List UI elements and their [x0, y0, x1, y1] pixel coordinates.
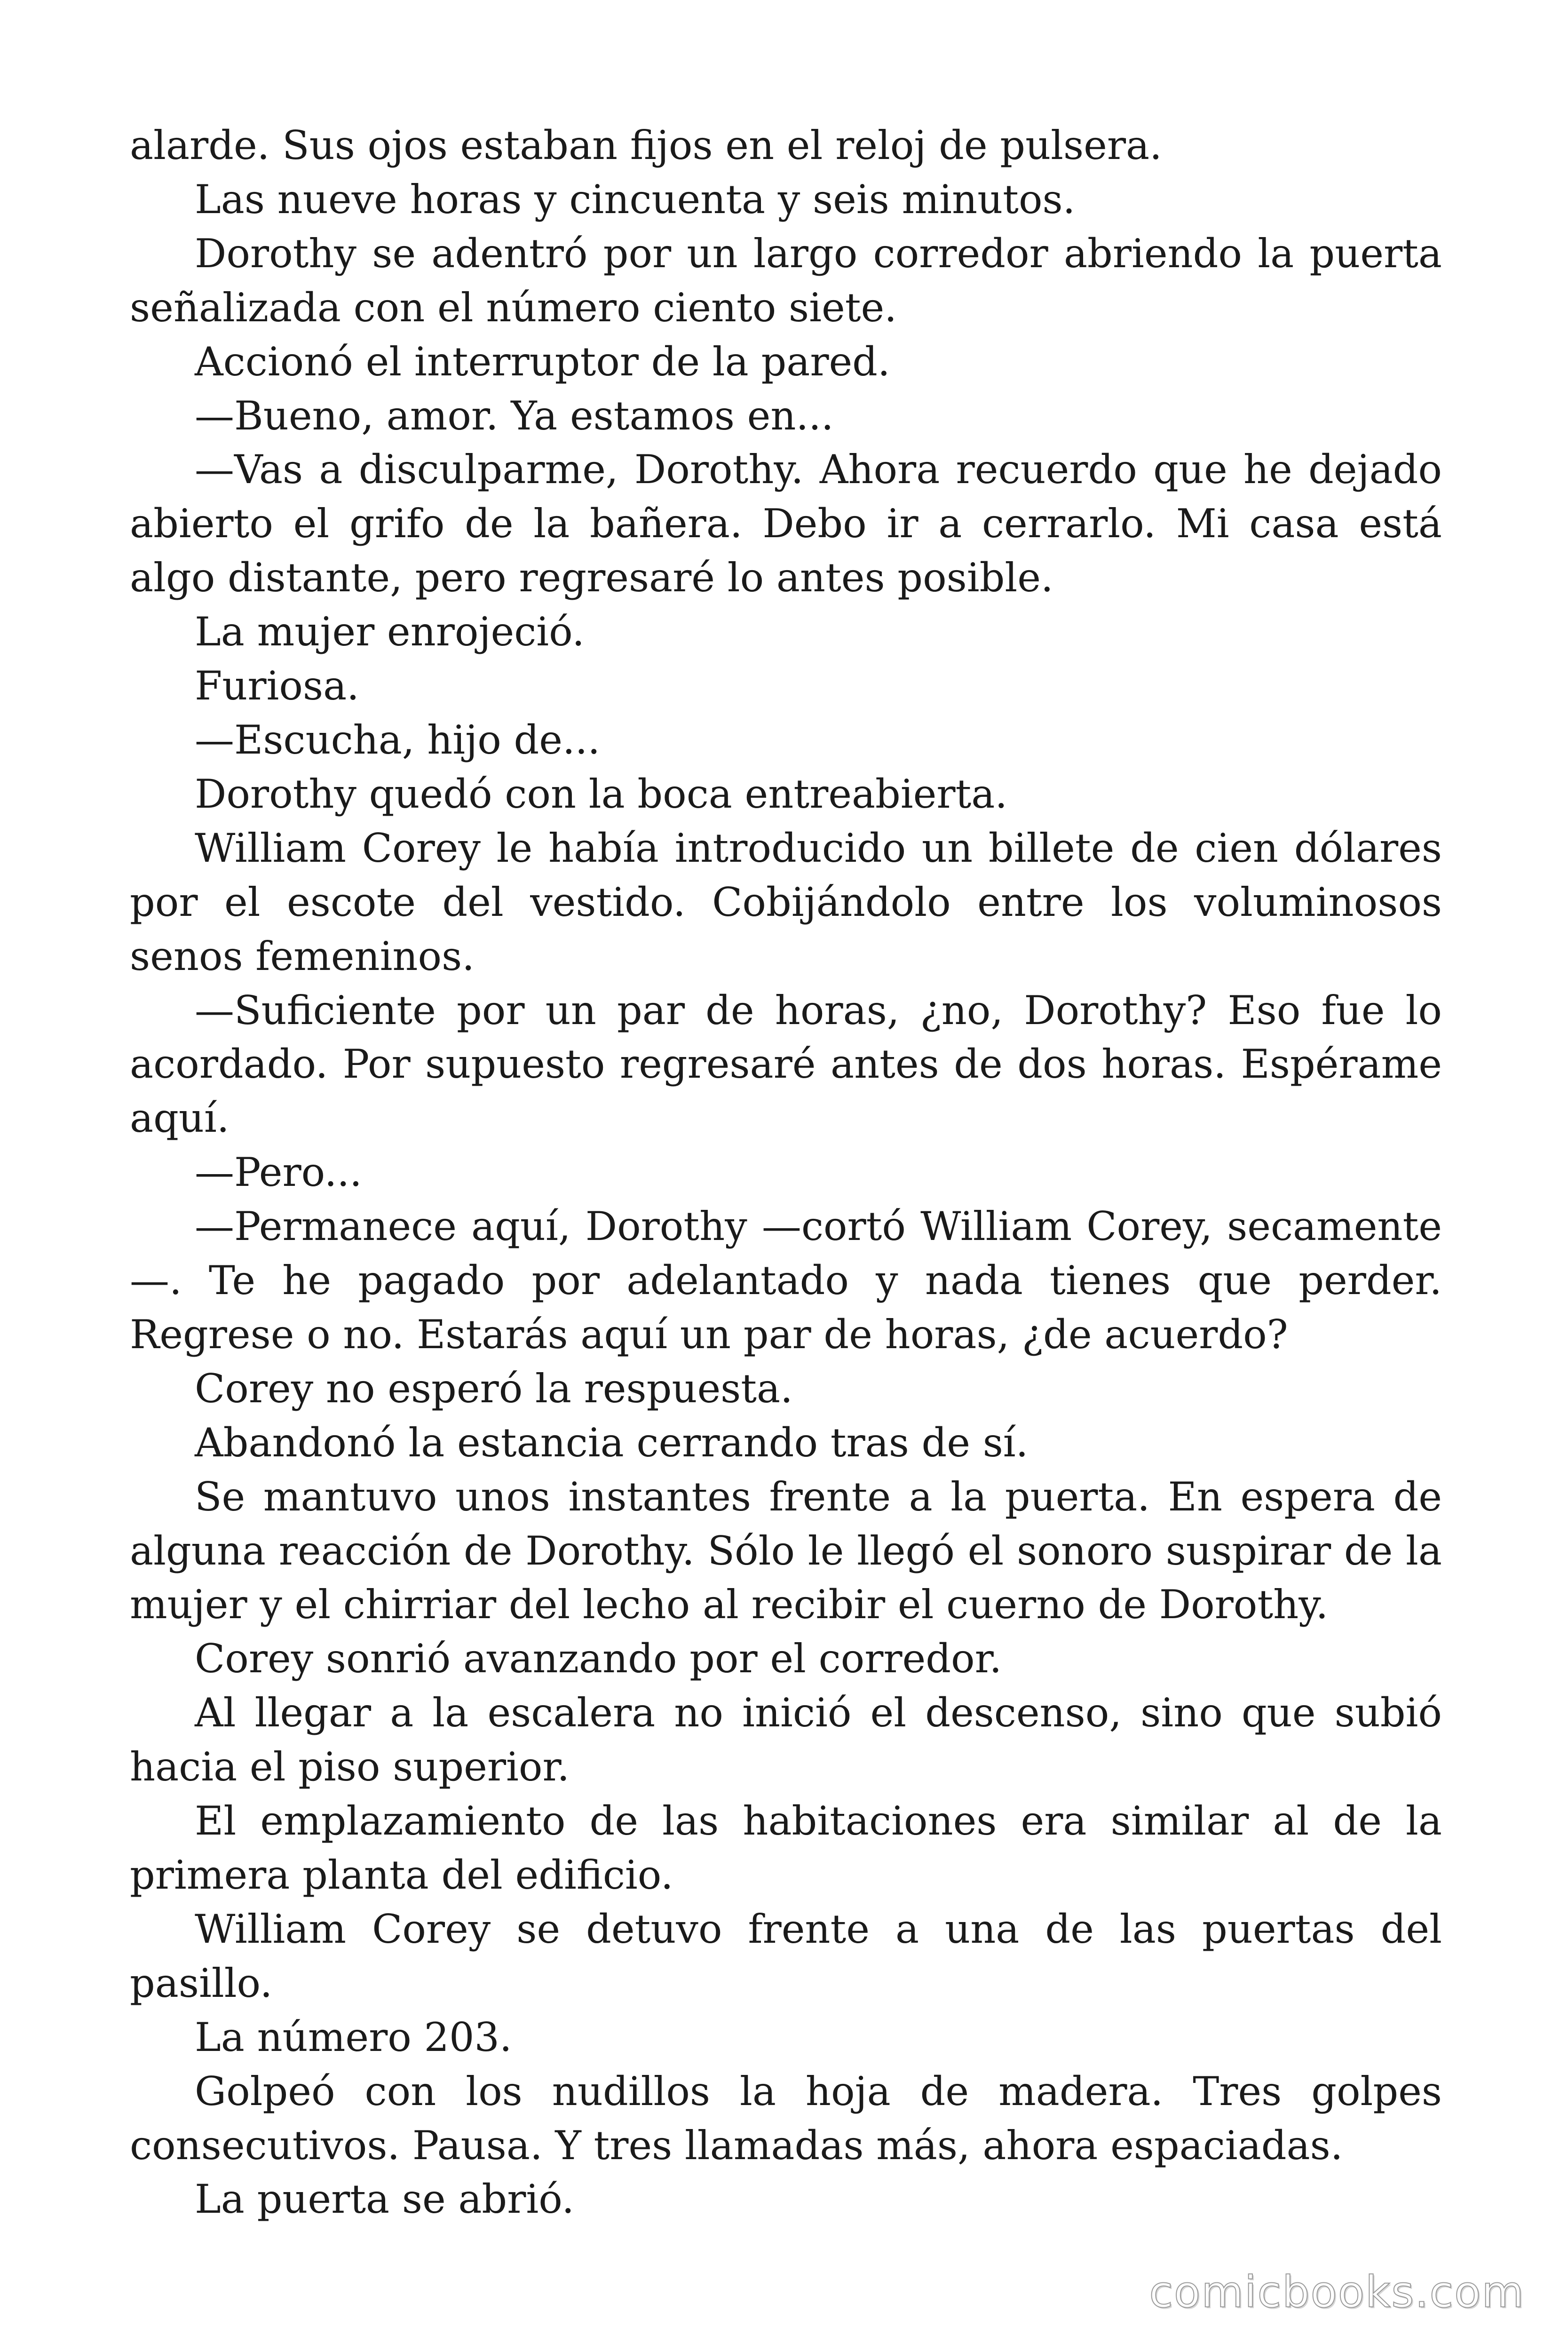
- paragraph: Abandonó la estancia cerrando tras de sí.: [195, 1419, 1029, 1466]
- paragraph: Furiosa.: [195, 663, 359, 709]
- paragraph: —Permanece aquí, Dorothy —cortó William Corey, secamente —. Te he pagado por adelantado y nada tienes que perder. Regrese o no. Estarás aquí un par de horas, ¿de acuerdo?: [130, 1203, 1442, 1358]
- paragraph: El emplazamiento de las habitaciones era similar al de la primera planta del edificio.: [130, 1798, 1442, 1898]
- paragraph: —Escucha, hijo de...: [195, 716, 601, 763]
- body-text: [130, 119, 1442, 2226]
- paragraph: alarde. Sus ojos estaban fijos en el reloj de pulsera.: [130, 122, 1162, 168]
- paragraph: Las nueve horas y cincuenta y seis minutos.: [195, 176, 1076, 222]
- paragraph: —Suficiente por un par de horas, ¿no, Dorothy? Eso fue lo acordado. Por supuesto regresaré antes de dos horas. Espérame aquí.: [130, 987, 1442, 1142]
- paragraph: Golpeó con los nudillos la hoja de madera. Tres golpes consecutivos. Pausa. Y tres llamadas más, ahora espaciadas.: [130, 2068, 1442, 2169]
- paragraph: Corey sonrió avanzando por el corredor.: [195, 1636, 1002, 1682]
- paragraph: Se mantuvo unos instantes frente a la puerta. En espera de alguna reacción de Dorothy. Sólo le llegó el sonoro suspirar de la mujer y el chirriar del lecho al recibir el cuerno de Dorothy.: [130, 1473, 1442, 1628]
- paragraph: —Pero...: [195, 1149, 362, 1196]
- paragraph: Dorothy quedó con la boca entreabierta.: [195, 771, 1008, 817]
- paragraph: Dorothy se adentró por un largo corredor abriendo la puerta señalizada con el número ciento siete.: [130, 230, 1442, 331]
- paragraph: La puerta se abrió.: [195, 2176, 575, 2223]
- paragraph: —Vas a disculparme, Dorothy. Ahora recuerdo que he dejado abierto el grifo de la bañera. Debo ir a cerrarlo. Mi casa está algo distante, pero regresaré lo antes posible.: [130, 446, 1442, 601]
- paragraph: Accionó el interruptor de la pared.: [195, 338, 890, 385]
- site-watermark: comicbooks.com: [1149, 2267, 1525, 2317]
- paragraph: William Corey se detuvo frente a una de las puertas del pasillo.: [130, 1906, 1442, 2006]
- paragraph: —Bueno, amor. Ya estamos en...: [195, 392, 834, 439]
- paragraph: Corey no esperó la respuesta.: [195, 1365, 793, 1412]
- paragraph: La mujer enrojeció.: [195, 609, 585, 655]
- paragraph: La número 203.: [195, 2014, 512, 2060]
- paragraph: Al llegar a la escalera no inició el descenso, sino que subió hacia el piso superior.: [130, 1690, 1442, 1790]
- paragraph: William Corey le había introducido un billete de cien dólares por el escote del vestido. Cobijándolo entre los voluminosos senos femeninos.: [130, 825, 1442, 979]
